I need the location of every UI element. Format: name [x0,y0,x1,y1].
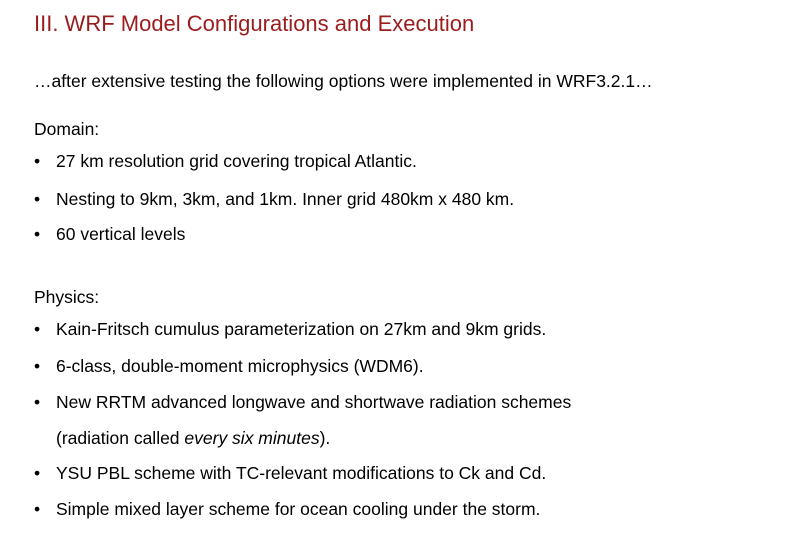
domain-heading: Domain: [34,119,100,139]
physics-heading: Physics: [34,287,100,307]
bullet-marker: • [34,463,41,483]
bullet-text: Nesting to 9km, 3km, and 1km. Inner grid 480km x 480 km. [56,189,515,209]
slide-title: III. WRF Model Configurations and Execution [34,11,475,36]
bullet-marker: • [34,356,41,376]
bullet-marker: • [34,499,41,519]
physics-bullet-microphysics [34,355,424,377]
physics-bullet-ocean [34,498,540,520]
bullet-text: 6-class, double-moment microphysics (WDM6). [56,356,424,376]
radiation-note-post: ). [319,428,331,448]
intro-text: …after extensive testing the following options were implemented in WRF3.2.1… [34,71,653,91]
radiation-note-emphasis: every six minutes [184,428,320,448]
bullet-marker: • [34,224,41,244]
radiation-note-pre: (radiation called [56,428,185,448]
bullet-marker: • [34,319,41,339]
physics-bullet-radiation [34,391,571,413]
bullet-marker: • [34,151,41,171]
domain-bullet-resolution [34,150,417,172]
bullet-marker: • [34,392,41,412]
physics-radiation-continuation [56,427,330,449]
bullet-text: 60 vertical levels [56,224,186,244]
bullet-text: 27 km resolution grid covering tropical Atlantic. [56,151,417,171]
domain-bullet-nesting [34,188,514,210]
bullet-text: Simple mixed layer scheme for ocean cooling under the storm. [56,499,541,519]
domain-bullet-levels [34,223,185,245]
physics-bullet-cumulus [34,318,546,340]
bullet-text: New RRTM advanced longwave and shortwave radiation schemes [56,392,572,412]
bullet-marker: • [34,189,41,209]
bullet-text: YSU PBL scheme with TC-relevant modifications to Ck and Cd. [56,463,547,483]
bullet-text: Kain-Fritsch cumulus parameterization on 27km and 9km grids. [56,319,547,339]
physics-bullet-pbl [34,462,546,484]
